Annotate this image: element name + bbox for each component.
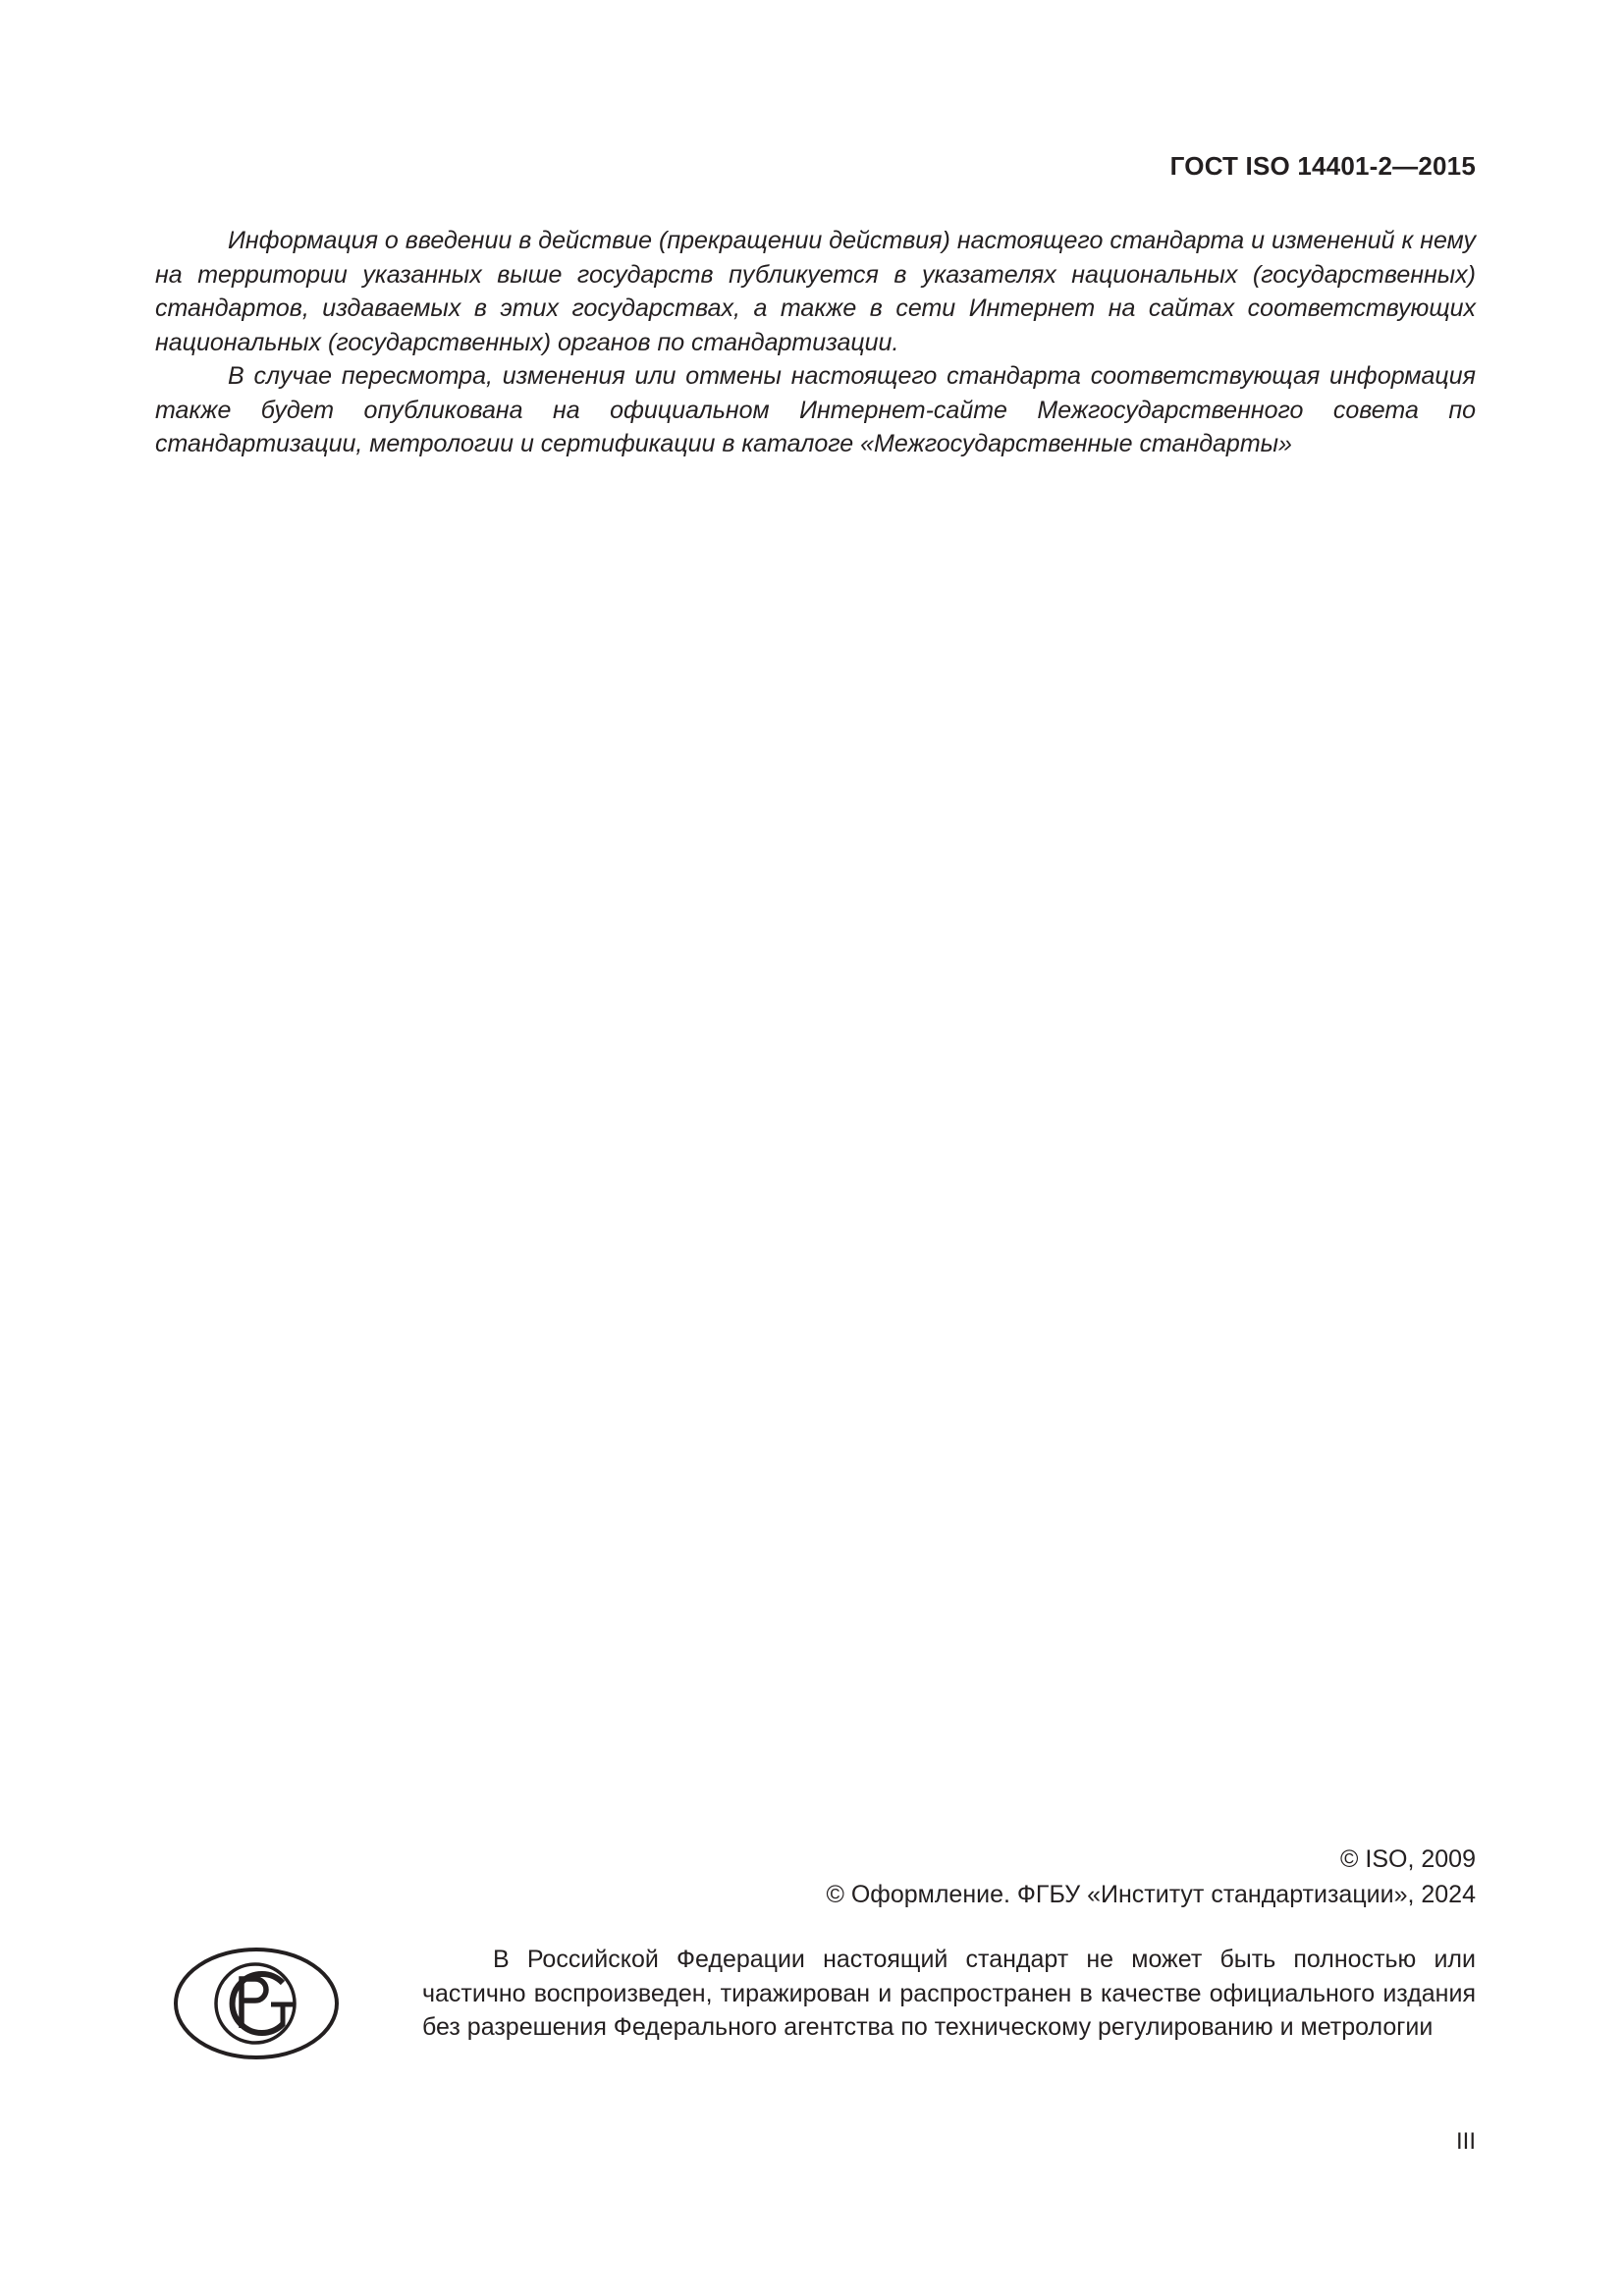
document-code-header: ГОСТ ISO 14401-2—2015 <box>1169 151 1476 181</box>
page-number: III <box>1455 2128 1476 2155</box>
intro-paragraph-1: Информация о введении в действие (прекращении действия) настоящего стандарта и изменений к нему на территории указанных выше государств публикуется в указателях национальных (государственных) стандартов, издаваемых в этих государствах, а также в сети Интернет на сайтах соответствующих национальных (государственных) органов по стандартизации. <box>155 227 1476 356</box>
intro-paragraph-2: В случае пересмотра, изменения или отмены настоящего стандарта соответствующая информация также будет опубликована на официальном Интернет-сайте Межгосударственного совета по стандартизации, метрологии и сертификации в каталоге «Межгосударственные стандарты» <box>155 362 1476 457</box>
rst-certification-mark-icon <box>173 1946 340 2061</box>
copyright-iso: © ISO, 2009 <box>1340 1845 1476 1873</box>
copyright-design: © Оформление. ФГБУ «Институт стандартизации», 2024 <box>826 1881 1476 1908</box>
reproduction-notice: В Российской Федерации настоящий стандарт не может быть полностью или частично воспроизведен, тиражирован и распространен в качестве официального издания без разрешения Федерального агентства по техническому регулированию и метрологии <box>422 1946 1476 2041</box>
intro-section <box>155 224 1476 461</box>
copyright-block <box>592 1842 1476 1912</box>
